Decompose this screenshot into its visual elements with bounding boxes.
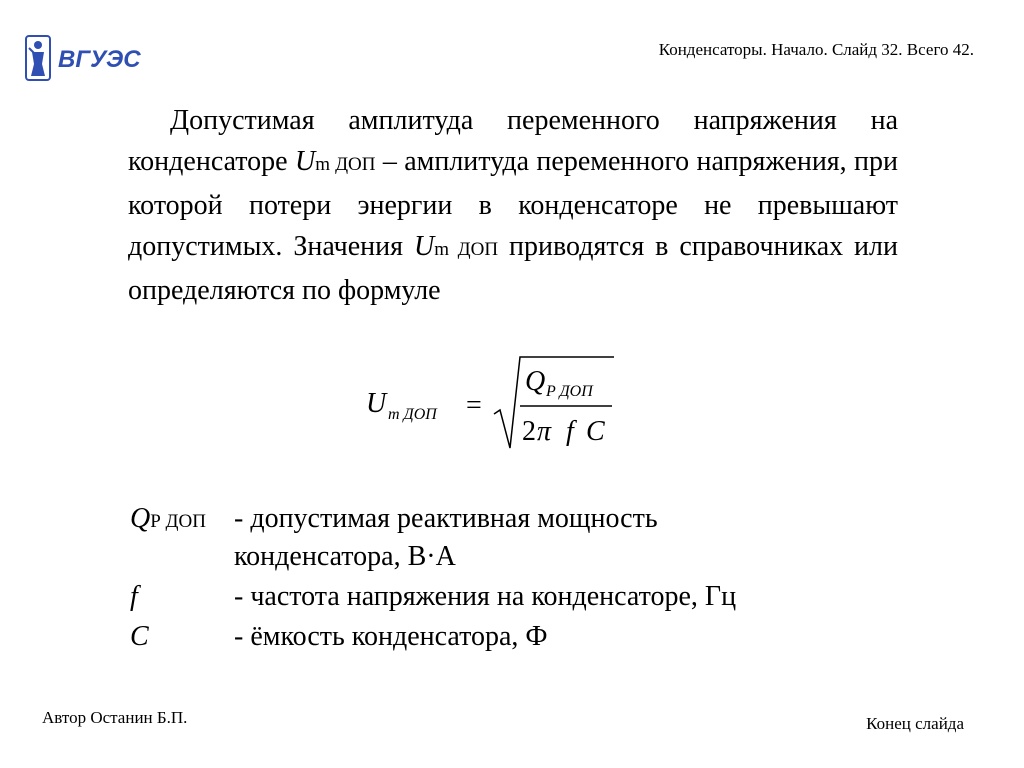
definition-desc: - допустимая реактивная мощность [234, 503, 658, 534]
end-of-slide-link[interactable]: Конец слайда [866, 714, 964, 733]
sub-m-dop: m ДОП [315, 154, 376, 175]
definition-symbol [130, 500, 206, 541]
formula-num-sub: P ДОП [546, 383, 593, 400]
formula-den-f: f [566, 416, 574, 447]
paragraph-text-2: – амплитуда переменного напряжения, при которой потери энергии в конденсаторе не превышают допустимых. Значения [128, 146, 899, 262]
definition-desc: - ёмкость конденсатора, Ф [234, 621, 548, 652]
definition-desc: - частота напряжения на конденсаторе, Гц [234, 581, 737, 612]
definition-symbol: C [130, 621, 149, 652]
slide-header: Конденсаторы. Начало. Слайд 32. Всего 42. [658, 40, 974, 59]
sub-m-dop-2: m ДОП [434, 239, 499, 260]
emblem-icon [26, 36, 50, 80]
formula-den-c: C [586, 416, 605, 447]
var-u: U [294, 146, 316, 177]
footer-author: Автор Останин Б.П. [42, 708, 188, 727]
main-paragraph [128, 100, 898, 311]
var-u-2: U [413, 231, 435, 262]
formula-lhs-var: U [366, 388, 387, 419]
symbol-q-sub: Р ДОП [150, 511, 206, 532]
vgues-logo [24, 34, 148, 82]
formula-den-pi: π [537, 416, 552, 447]
formula-equals: = [466, 390, 482, 421]
paragraph-text-3: приводятся в справочниках или определяются по формуле [128, 231, 898, 306]
formula-num-var: Q [525, 366, 546, 397]
formula-lhs-sub: m ДОП [388, 406, 437, 423]
logo-wordmark: ВГУЭС [58, 46, 141, 73]
definition-desc-cont: конденсатора, В·А [234, 541, 456, 572]
symbol-q: Q [130, 503, 151, 534]
formula [360, 352, 630, 452]
formula-den-two: 2 [522, 416, 536, 447]
definition-symbol: f [130, 581, 138, 612]
paragraph-text-1: Допустимая амплитуда переменного напряжения на конденсаторе [128, 105, 898, 177]
